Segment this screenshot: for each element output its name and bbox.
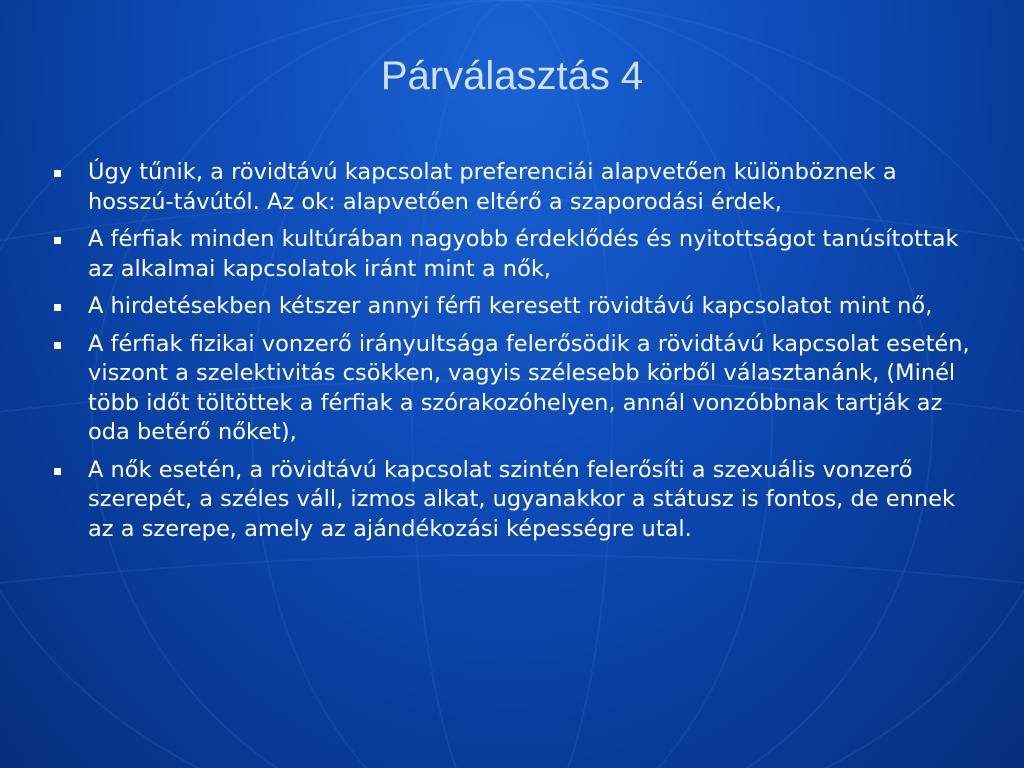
square-bullet-icon [54,304,61,311]
square-bullet-icon [54,237,61,244]
slide-title: Párválasztás 4 [380,54,644,98]
bullet-item [50,456,970,545]
square-bullet-icon [54,468,61,475]
bullet-item [50,225,970,284]
bullet-text: Úgy tűnik, a rövidtávú kapcsolat preferenciái alapvetően különböznek a hosszú-távútól. Az ok: alapvetően eltérő a szaporodási érdek, [88,159,897,215]
bullet-text: A férfiak minden kultúrában nagyobb érdeklődés és nyitottságot tanúsítottak az alkalmai kapcsolatok iránt mint a nők, [88,226,959,282]
bullet-list [50,158,970,552]
bullet-item [50,292,970,322]
bullet-text: A hirdetésekben kétszer annyi férfi keresett rövidtávú kapcsolatot mint nő, [88,293,933,319]
square-bullet-icon [54,170,61,177]
bullet-text: A férfiak fizikai vonzerő irányultsága felerősödik a rövidtávú kapcsolat esetén, viszont a szelektivitás csökken, vagyis szélesebb körből választanánk, (Minél több időt töltöttek a férfiak a szórakozóhelyen, annál vonzóbbnak tartják az oda betérő nőket), [88,330,970,445]
square-bullet-icon [54,342,61,349]
bullet-item [50,158,970,217]
bullet-item [50,330,970,448]
bullet-text: A nők esetén, a rövidtávú kapcsolat szintén felerősíti a szexuális vonzerő szerepét, a széles váll, izmos alkat, ugyanakkor a státusz is fontos, de ennek az a szerepe, amely az ajándékozási képességre utal. [88,456,955,542]
